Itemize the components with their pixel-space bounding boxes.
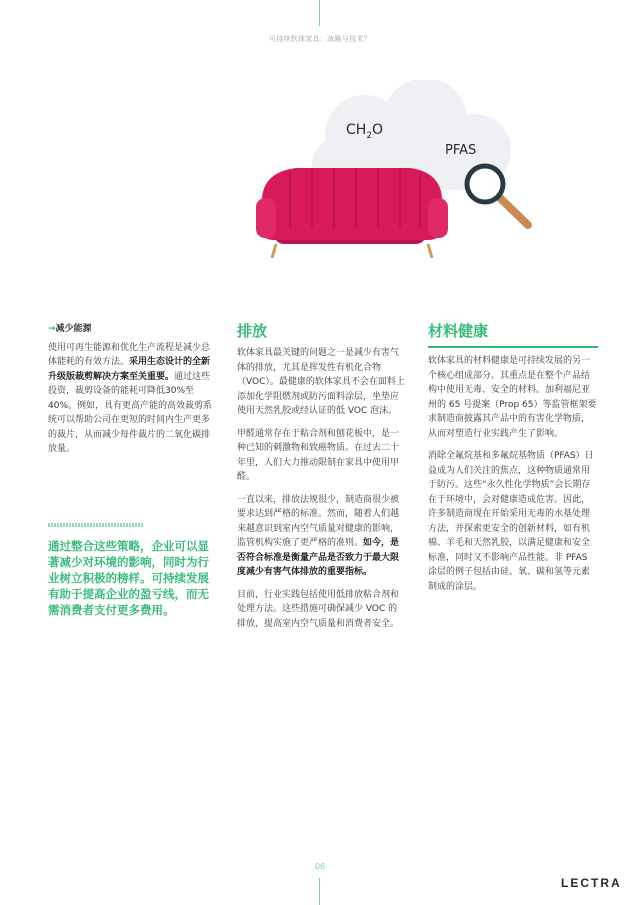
material-paragraph-1: 软体家具的材料健康是可持续发展的另一个核心组成部分。其重点是在整个产品结构中使用无毒、安全的材料。加利福尼亚州的 65 号提案（Prop 65）等监管框架要求制造商披露其产品中的有害化学物质，从而对塑造行业实践产生了影响。	[428, 356, 597, 439]
formula-ch: CH	[346, 122, 367, 138]
lectra-logo: LECTRA	[561, 876, 622, 890]
column-energy	[48, 322, 215, 465]
callout-divider	[48, 523, 143, 527]
emissions-paragraph-3: 一直以来，排放法规很少，制造商很少被要求达到严格的标准。然而，随着人们越来越意识到室内空气质量对健康的影响，监管机构实施了更严格的准则。如今，是否符合标准是衡量产品是否致力于最大限度减少有害气体排放的重要指标。	[237, 494, 400, 577]
energy-paragraph: 使用可再生能源和优化生产流程是减少总体能耗的有效方法。采用生态设计的全新升级版裁剪解决方案至关重要。通过这些投资，裁剪设备的能耗可降低30%至40%。例如，具有更高产能的高效裁剪系统可以帮助公司在更短的时间内生产更多的裁片，从而减少每件裁片的二氧化碳排放量。	[48, 342, 213, 454]
emissions-paragraph-1: 软体家具最关键的问题之一是减少有害气体的排放，尤其是挥发性有机化合物（VOC）。最健康的软体家具不会在面料上添加化学阻燃剂或防污面料涂层，坐垫应使用天然乳胶或经认证的低 VOC 泡沫。	[237, 348, 405, 416]
emissions-paragraph-4: 目前，行业实践包括使用低排放粘合剂和处理方法。这些措施可确保减少 VOC 的排放，提高室内空气质量和消费者安全。	[237, 589, 400, 629]
pull-quote: 通过整合这些策略，企业可以显著减少对环境的影响，同时为行业树立积极的榜样。可持续发展有助于提高企业的盈亏线，而无需消费者支付更多费用。	[48, 539, 209, 617]
page-number: 06	[314, 862, 326, 871]
emissions-paragraph-2: 甲醛通常存在于粘合剂和刨花板中，是一种已知的刺激物和致癌物质。在过去二十年里，人们大力推动限制在家具中使用甲醛。	[237, 428, 400, 482]
top-divider	[319, 0, 320, 26]
column-material-health	[428, 322, 598, 602]
formula-sub: 2	[366, 131, 373, 141]
pfas-label: PFAS	[445, 143, 477, 158]
material-health-title: 材料健康	[428, 322, 489, 340]
title-underline	[428, 346, 598, 348]
magnifier-icon	[467, 166, 528, 225]
formula-o: O	[372, 122, 384, 138]
column-emissions	[237, 322, 405, 639]
energy-heading: →减少能源	[48, 324, 92, 334]
arrow-icon: →	[48, 324, 56, 334]
sofa-illustration	[250, 80, 550, 280]
sofa	[256, 168, 448, 258]
bottom-divider	[319, 878, 320, 905]
running-header: 可持续软体家具：战略与技术？	[268, 35, 372, 43]
emissions-title: 排放	[237, 322, 268, 340]
material-paragraph-2: 消除全氟烷基和多氟烷基物质（PFAS）日益成为人们关注的焦点，这种物质通常用于防污。这些“永久性化学物质”会长期存在于环境中，会对健康造成危害。因此，许多制造商现在开始采用无毒的水基处理方法，并探索更安全的创新材料，如有机棉、羊毛和天然乳胶，以满足健康和安全标准，同时又不影响产品性能。非 PFAS 涂层的例子包括由硅、氧、碳和氢等元素制成的涂层。	[428, 451, 594, 592]
